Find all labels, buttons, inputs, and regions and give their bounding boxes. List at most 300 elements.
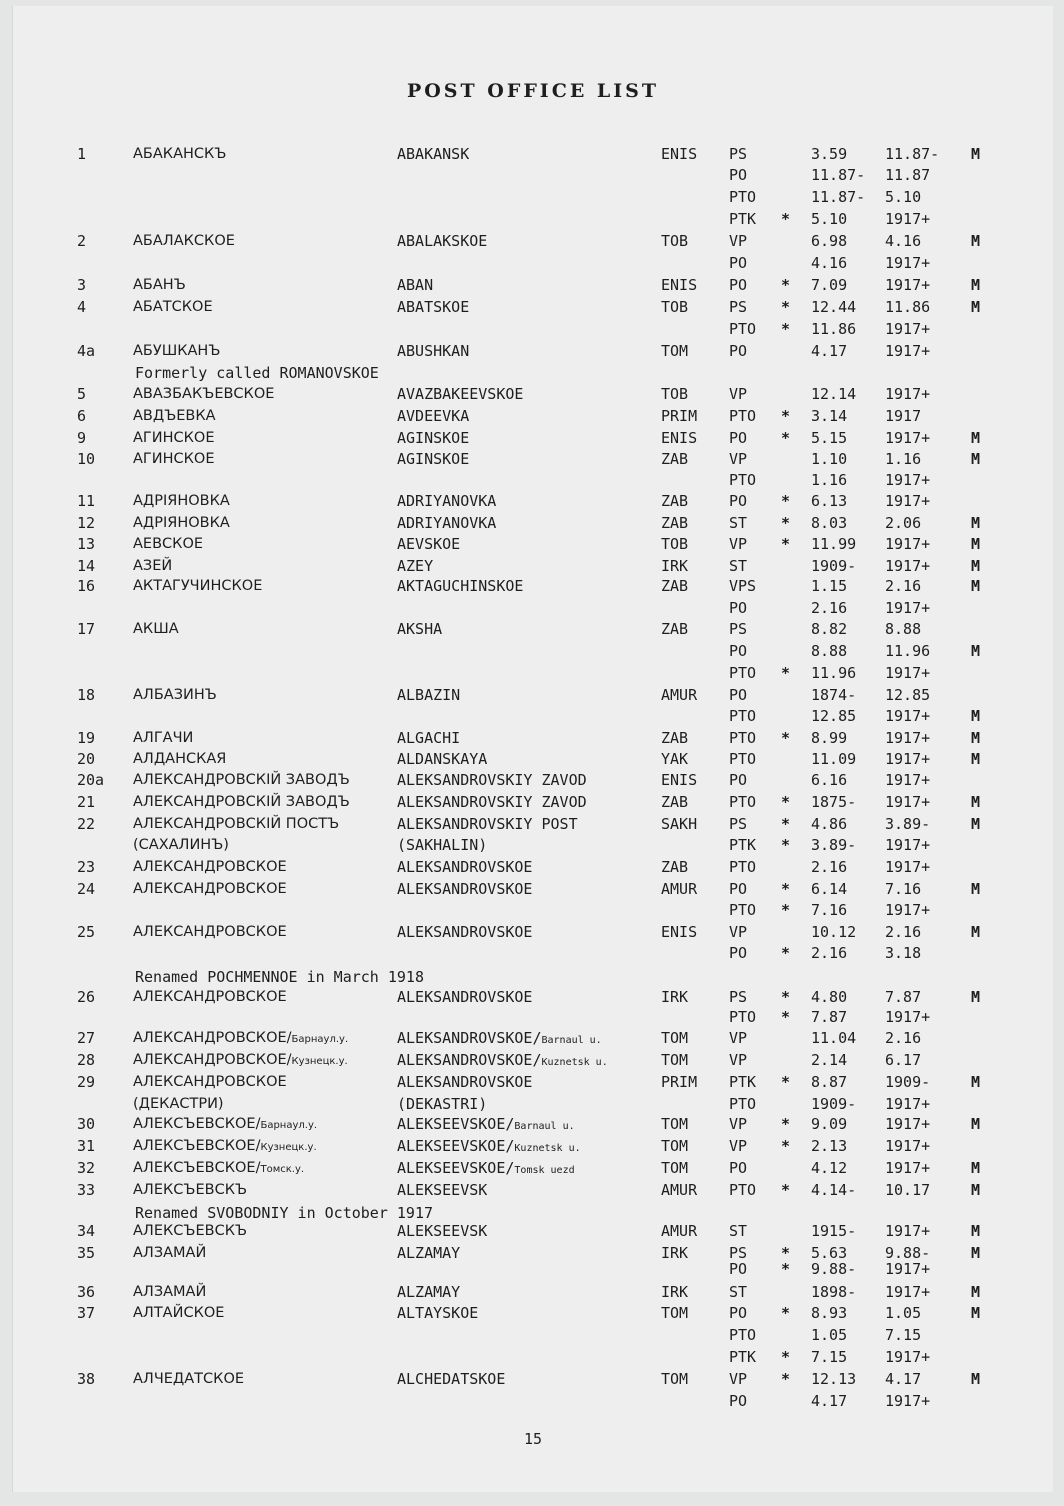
date-from-text: 1.05	[811, 1326, 848, 1344]
region-code-text: TOM	[661, 1115, 689, 1133]
date-to-text: 1917+	[885, 1283, 931, 1301]
latin-name	[397, 555, 433, 577]
date-from-text: 4.16	[811, 254, 848, 272]
latin-name-text: ALBAZIN	[397, 686, 461, 704]
cyrillic-name	[133, 748, 226, 770]
asterisk-mark-text: *	[781, 988, 791, 1006]
office-type-text: ST	[729, 1222, 748, 1240]
office-type	[729, 490, 747, 512]
latin-name-text: ALCHEDATSKOE	[397, 1370, 506, 1388]
cyrillic-name	[133, 296, 213, 318]
date-from	[811, 340, 847, 362]
date-from-text: 4.80	[811, 988, 848, 1006]
row-number	[77, 575, 95, 597]
m-mark	[971, 727, 980, 749]
office-type-text: PS	[729, 298, 748, 316]
m-mark	[971, 575, 980, 597]
latin-name	[397, 230, 487, 252]
latin-name	[397, 575, 523, 597]
date-to	[885, 164, 930, 186]
office-type-text: PO	[729, 686, 748, 704]
date-to-text: 3.18	[885, 944, 922, 962]
office-type-text: PTO	[729, 707, 757, 725]
table-row	[13, 1324, 1053, 1346]
row-number-text: 36	[77, 1283, 96, 1301]
cyrillic-name	[133, 575, 262, 597]
row-number-text: 28	[77, 1051, 96, 1069]
date-from	[811, 705, 856, 727]
asterisk-mark-text: *	[781, 514, 791, 532]
office-type	[729, 1093, 756, 1115]
date-to	[885, 878, 921, 900]
office-type-text: PTK	[729, 1348, 757, 1366]
date-to-text: 1917+	[885, 1137, 931, 1155]
date-to	[885, 1135, 930, 1157]
latin-name-text: ALDANSKAYA	[397, 750, 488, 768]
table-row	[13, 1113, 1053, 1135]
table-row	[13, 252, 1053, 274]
row-number	[77, 1135, 95, 1157]
cyrillic-name-text: АДРІЯНОВКА	[133, 515, 230, 531]
cyrillic-name	[133, 1220, 247, 1242]
date-to	[885, 252, 930, 274]
cyrillic-name	[133, 1368, 244, 1390]
row-number-text: 2	[77, 232, 87, 250]
date-to-text: 11.87	[885, 166, 931, 184]
date-from	[811, 318, 856, 340]
row-number-text: 20a	[77, 771, 105, 789]
m-mark	[971, 448, 980, 470]
row-number	[77, 921, 95, 943]
cyrillic-name-text: АЛЗАМАЙ	[133, 1245, 207, 1261]
latin-name-text: ABUSHKAN	[397, 342, 470, 360]
office-type	[729, 1071, 756, 1093]
cyrillic-name-text: АЛЗАМАЙ	[133, 1284, 207, 1300]
m-mark-text: M	[971, 145, 981, 163]
cyrillic-name-text: АЛЕКСЪЕВСКОЕ/	[133, 1116, 261, 1132]
office-type	[729, 1135, 747, 1157]
office-type	[729, 252, 747, 274]
date-from-text: 8.03	[811, 514, 848, 532]
office-type	[729, 727, 756, 749]
region-code-text: PRIM	[661, 1073, 698, 1091]
row-number	[77, 813, 95, 835]
row-number	[77, 748, 95, 770]
date-from	[811, 383, 856, 405]
district-suffix: Томск.у.	[260, 1164, 305, 1175]
date-to-text: 1917+	[885, 599, 931, 617]
asterisk-mark-text: *	[781, 901, 791, 919]
row-number-text: 3	[77, 276, 87, 294]
date-to-text: 1917+	[885, 557, 931, 575]
date-from-text: 1915-	[811, 1222, 857, 1240]
asterisk-mark	[781, 427, 790, 449]
date-from	[811, 748, 856, 770]
date-from	[811, 533, 856, 555]
latin-name-text: ALEKSANDROVSKOE/	[397, 1051, 542, 1069]
region-code-text: PRIM	[661, 407, 698, 425]
latin-name-text: ADRIYANOVKA	[397, 492, 497, 510]
cyrillic-name-text: АЛЕКСАНДРОВСКОЕ	[133, 924, 287, 940]
m-mark-text: M	[971, 557, 981, 575]
region-code-text: ZAB	[661, 450, 689, 468]
office-type-text: PO	[729, 771, 748, 789]
office-type	[729, 640, 747, 662]
row-number	[77, 274, 86, 296]
region-code	[661, 1113, 688, 1135]
asterisk-mark	[781, 1071, 790, 1093]
m-mark-text: M	[971, 450, 981, 468]
cyrillic-name	[133, 1113, 317, 1137]
date-from-text: 12.85	[811, 707, 857, 725]
cyrillic-name	[133, 834, 229, 856]
date-to	[885, 533, 930, 555]
office-type-text: PS	[729, 988, 748, 1006]
office-type	[729, 575, 756, 597]
latin-name-text: ALEKSANDROVSKOE	[397, 923, 533, 941]
date-to	[885, 662, 930, 684]
date-to	[885, 791, 930, 813]
latin-name	[397, 383, 523, 405]
date-from	[811, 878, 847, 900]
office-type	[729, 1179, 756, 1201]
date-to	[885, 1220, 930, 1242]
region-code	[661, 230, 688, 252]
table-row	[13, 684, 1053, 706]
region-code	[661, 274, 697, 296]
date-to	[885, 1006, 930, 1028]
date-from-text: 4.17	[811, 342, 848, 360]
row-number-text: 16	[77, 577, 96, 595]
asterisk-mark-text: *	[781, 1073, 791, 1091]
row-number-text: 9	[77, 429, 87, 447]
cyrillic-name-text: АЗЕЙ	[133, 558, 173, 574]
office-type	[729, 1113, 747, 1135]
table-row	[13, 469, 1053, 491]
office-type-text: PTO	[729, 471, 757, 489]
latin-name	[397, 1071, 532, 1093]
latin-name-text: ABAKANSK	[397, 145, 470, 163]
asterisk-mark	[781, 1006, 790, 1028]
date-to-text: 1917+	[885, 492, 931, 510]
date-from-text: 7.15	[811, 1348, 848, 1366]
office-type	[729, 618, 747, 640]
latin-name-text: ALEKSANDROVSKIY ZAVOD	[397, 771, 587, 789]
latin-name-text: ALEKSEEVSKOE/	[397, 1137, 515, 1155]
cyrillic-name-text: АЛЕКСАНДРОВСКОЕ	[133, 1074, 287, 1090]
cyrillic-name-text: АЛЕКСАНДРОВСКОЕ	[133, 881, 287, 897]
date-to-text: 4.16	[885, 232, 922, 250]
date-from	[811, 208, 847, 230]
region-code	[661, 448, 688, 470]
date-to-text: 1917+	[885, 1392, 931, 1410]
date-from	[811, 1071, 847, 1093]
office-type	[729, 878, 747, 900]
date-from-text: 4.17	[811, 1392, 848, 1410]
latin-name	[397, 618, 442, 640]
office-type	[729, 1390, 747, 1412]
date-to-text: 1917+	[885, 429, 931, 447]
date-to	[885, 1390, 930, 1412]
region-code-text: TOM	[661, 1159, 689, 1177]
date-to	[885, 490, 930, 512]
date-to-text: 7.87	[885, 988, 922, 1006]
table-row	[13, 1135, 1053, 1157]
office-type	[729, 1006, 756, 1028]
asterisk-mark	[781, 318, 790, 340]
row-number	[77, 986, 95, 1008]
date-from-text: 11.86	[811, 320, 857, 338]
office-type-text: PO	[729, 880, 748, 898]
latin-name-text: AKTAGUCHINSKOE	[397, 577, 524, 595]
cyrillic-name-text: АЛЕКСАНДРОВСКОЕ/	[133, 1030, 292, 1046]
row-number-text: 5	[77, 385, 87, 403]
m-mark-text: M	[971, 1244, 981, 1262]
date-to-text: 1917+	[885, 320, 931, 338]
region-code	[661, 512, 688, 534]
date-to-text: 11.86	[885, 298, 931, 316]
office-type-text: PTO	[729, 320, 757, 338]
asterisk-mark-text: *	[781, 1181, 791, 1199]
latin-name-text: ABATSKOE	[397, 298, 470, 316]
date-to-text: 1917+	[885, 1159, 931, 1177]
office-type	[729, 555, 747, 577]
date-to	[885, 274, 930, 296]
table-row	[13, 186, 1053, 208]
latin-name	[397, 748, 487, 770]
region-code	[661, 1368, 688, 1390]
date-from-text: 1875-	[811, 793, 857, 811]
asterisk-mark-text: *	[781, 1370, 791, 1388]
date-to-text: 1917+	[885, 1348, 931, 1366]
table-row	[13, 512, 1053, 534]
asterisk-mark-text: *	[781, 1304, 791, 1322]
date-from-text: 12.14	[811, 385, 857, 403]
asterisk-mark	[781, 1113, 790, 1135]
latin-name-text: ABALAKSKOE	[397, 232, 488, 250]
date-to-text: 1909-	[885, 1073, 931, 1091]
date-to-text: 1917+	[885, 254, 931, 272]
table-row	[13, 662, 1053, 684]
table-row	[13, 143, 1053, 165]
region-code-text: TOB	[661, 232, 689, 250]
date-to	[885, 512, 921, 534]
date-from-text: 8.87	[811, 1073, 848, 1091]
date-to-text: 1917+	[885, 1222, 931, 1240]
row-number-text: 24	[77, 880, 96, 898]
date-to	[885, 921, 921, 943]
date-to-text: 6.17	[885, 1051, 922, 1069]
office-type-text: PO	[729, 1159, 748, 1177]
date-to-text: 10.17	[885, 1181, 931, 1199]
asterisk-mark-text: *	[781, 276, 791, 294]
date-to-text: 1917+	[885, 1115, 931, 1133]
region-code	[661, 490, 688, 512]
date-to-text: 1917+	[885, 342, 931, 360]
date-to	[885, 1179, 930, 1201]
office-type	[729, 1157, 747, 1179]
m-mark	[971, 1113, 980, 1135]
table-row	[13, 296, 1053, 318]
asterisk-mark-text: *	[781, 1008, 791, 1026]
asterisk-mark	[781, 986, 790, 1008]
date-to-text: 1.16	[885, 450, 922, 468]
post-office-list	[13, 6, 1053, 1456]
m-mark-text: M	[971, 1304, 981, 1322]
office-type-text: PO	[729, 166, 748, 184]
date-from	[811, 555, 856, 577]
office-type	[729, 448, 747, 470]
date-from	[811, 640, 847, 662]
row-number-text: 20	[77, 750, 96, 768]
asterisk-mark	[781, 1368, 790, 1390]
row-number	[77, 1157, 95, 1179]
region-code	[661, 1027, 688, 1049]
date-to	[885, 143, 939, 165]
date-from	[811, 597, 847, 619]
date-from-text: 1.15	[811, 577, 848, 595]
row-number	[77, 340, 95, 362]
table-row	[13, 986, 1053, 1008]
region-code	[661, 684, 697, 706]
district-suffix: Kuznetsk u.	[514, 1143, 581, 1154]
date-to-text: 1917+	[885, 535, 931, 553]
asterisk-mark	[781, 1302, 790, 1324]
date-to-text: 1917+	[885, 210, 931, 228]
region-code	[661, 791, 688, 813]
latin-name	[397, 791, 587, 813]
date-to	[885, 1346, 930, 1368]
region-code	[661, 1220, 697, 1242]
row-number-text: 35	[77, 1244, 96, 1262]
region-code	[661, 143, 697, 165]
region-code-text: TOM	[661, 342, 689, 360]
region-code	[661, 921, 697, 943]
row-number	[77, 427, 86, 449]
latin-name	[397, 856, 532, 878]
m-mark	[971, 296, 980, 318]
date-from	[811, 1135, 847, 1157]
region-code-text: TOB	[661, 535, 689, 553]
office-type	[729, 1027, 747, 1049]
m-mark	[971, 143, 980, 165]
region-code	[661, 769, 697, 791]
date-to	[885, 555, 930, 577]
office-type-text: VP	[729, 535, 748, 553]
cyrillic-name	[133, 1093, 224, 1115]
cyrillic-name	[133, 618, 179, 640]
date-from	[811, 405, 847, 427]
m-mark	[971, 878, 980, 900]
asterisk-mark	[781, 727, 790, 749]
m-mark-text: M	[971, 815, 981, 833]
date-from	[811, 942, 847, 964]
district-suffix: Барнаул.у.	[260, 1120, 318, 1131]
asterisk-mark	[781, 1179, 790, 1201]
m-mark-text: M	[971, 1181, 981, 1199]
cyrillic-name-text: АЛЕКСЪЕВСКЪ	[133, 1182, 248, 1198]
asterisk-mark-text: *	[781, 1115, 791, 1133]
row-number	[77, 1281, 95, 1303]
m-mark-text: M	[971, 793, 981, 811]
asterisk-mark	[781, 662, 790, 684]
date-from	[811, 296, 856, 318]
cyrillic-name-text: АЛЕКСЪЕВСКОЕ/	[133, 1160, 261, 1176]
date-from	[811, 1113, 847, 1135]
office-type	[729, 1258, 747, 1280]
office-type-text: PO	[729, 429, 748, 447]
row-number	[77, 143, 86, 165]
m-mark-text: M	[971, 429, 981, 447]
cyrillic-name-text: АЕВСКОЕ	[133, 536, 204, 552]
date-to-text: 11.87-	[885, 145, 940, 163]
row-number	[77, 1368, 95, 1390]
page-title: POST OFFICE LIST	[406, 80, 660, 102]
cyrillic-name-text: АЛДАНСКАЯ	[133, 751, 227, 767]
date-to	[885, 208, 930, 230]
cyrillic-name	[133, 1179, 247, 1201]
note-row	[13, 966, 1053, 988]
table-row	[13, 427, 1053, 449]
date-from-text: 6.13	[811, 492, 848, 510]
date-to-text: 8.88	[885, 620, 922, 638]
m-mark-text: M	[971, 707, 981, 725]
date-from-text: 4.12	[811, 1159, 848, 1177]
date-from	[811, 230, 847, 252]
date-to	[885, 1093, 930, 1115]
asterisk-mark	[781, 899, 790, 921]
date-to-text: 1917+	[885, 836, 931, 854]
region-code	[661, 1179, 697, 1201]
cyrillic-name-text: АЛЕКСАНДРОВСКОЕ	[133, 859, 287, 875]
table-row	[13, 942, 1053, 964]
row-number-text: 31	[77, 1137, 96, 1155]
office-type-text: ST	[729, 1283, 748, 1301]
row-number-text: 21	[77, 793, 96, 811]
date-to-text: 2.06	[885, 514, 922, 532]
row-number-text: 14	[77, 557, 96, 575]
date-to-text: 12.85	[885, 686, 931, 704]
cyrillic-name	[133, 1027, 348, 1051]
cyrillic-name-text: АЛЕКСАНДРОВСКОЕ	[133, 989, 287, 1005]
latin-name	[397, 340, 469, 362]
row-number-text: 22	[77, 815, 96, 833]
date-from-text: 2.13	[811, 1137, 848, 1155]
date-to	[885, 1324, 921, 1346]
m-mark-text: M	[971, 923, 981, 941]
latin-name-text: ADRIYANOVKA	[397, 514, 497, 532]
row-number	[77, 230, 86, 252]
cyrillic-name	[133, 490, 230, 512]
table-row	[13, 856, 1053, 878]
date-from-text: 11.96	[811, 664, 857, 682]
row-number	[77, 490, 95, 512]
date-to-text: 1917+	[885, 1095, 931, 1113]
date-to	[885, 1258, 930, 1280]
region-code	[661, 856, 688, 878]
row-number-text: 1	[77, 145, 87, 163]
date-to	[885, 834, 930, 856]
date-from-text: 10.12	[811, 923, 857, 941]
cyrillic-name-text: АЛЕКСАНДРОВСКІЙ ПОСТЪ	[133, 816, 340, 832]
latin-name	[397, 921, 532, 943]
latin-name-text: ALEKSANDROVSKIY POST	[397, 815, 578, 833]
asterisk-mark-text: *	[781, 664, 791, 682]
office-type-text: PTK	[729, 836, 757, 854]
date-from-text: 2.16	[811, 599, 848, 617]
region-code-text: TOM	[661, 1137, 689, 1155]
office-type-text: PTO	[729, 1008, 757, 1026]
